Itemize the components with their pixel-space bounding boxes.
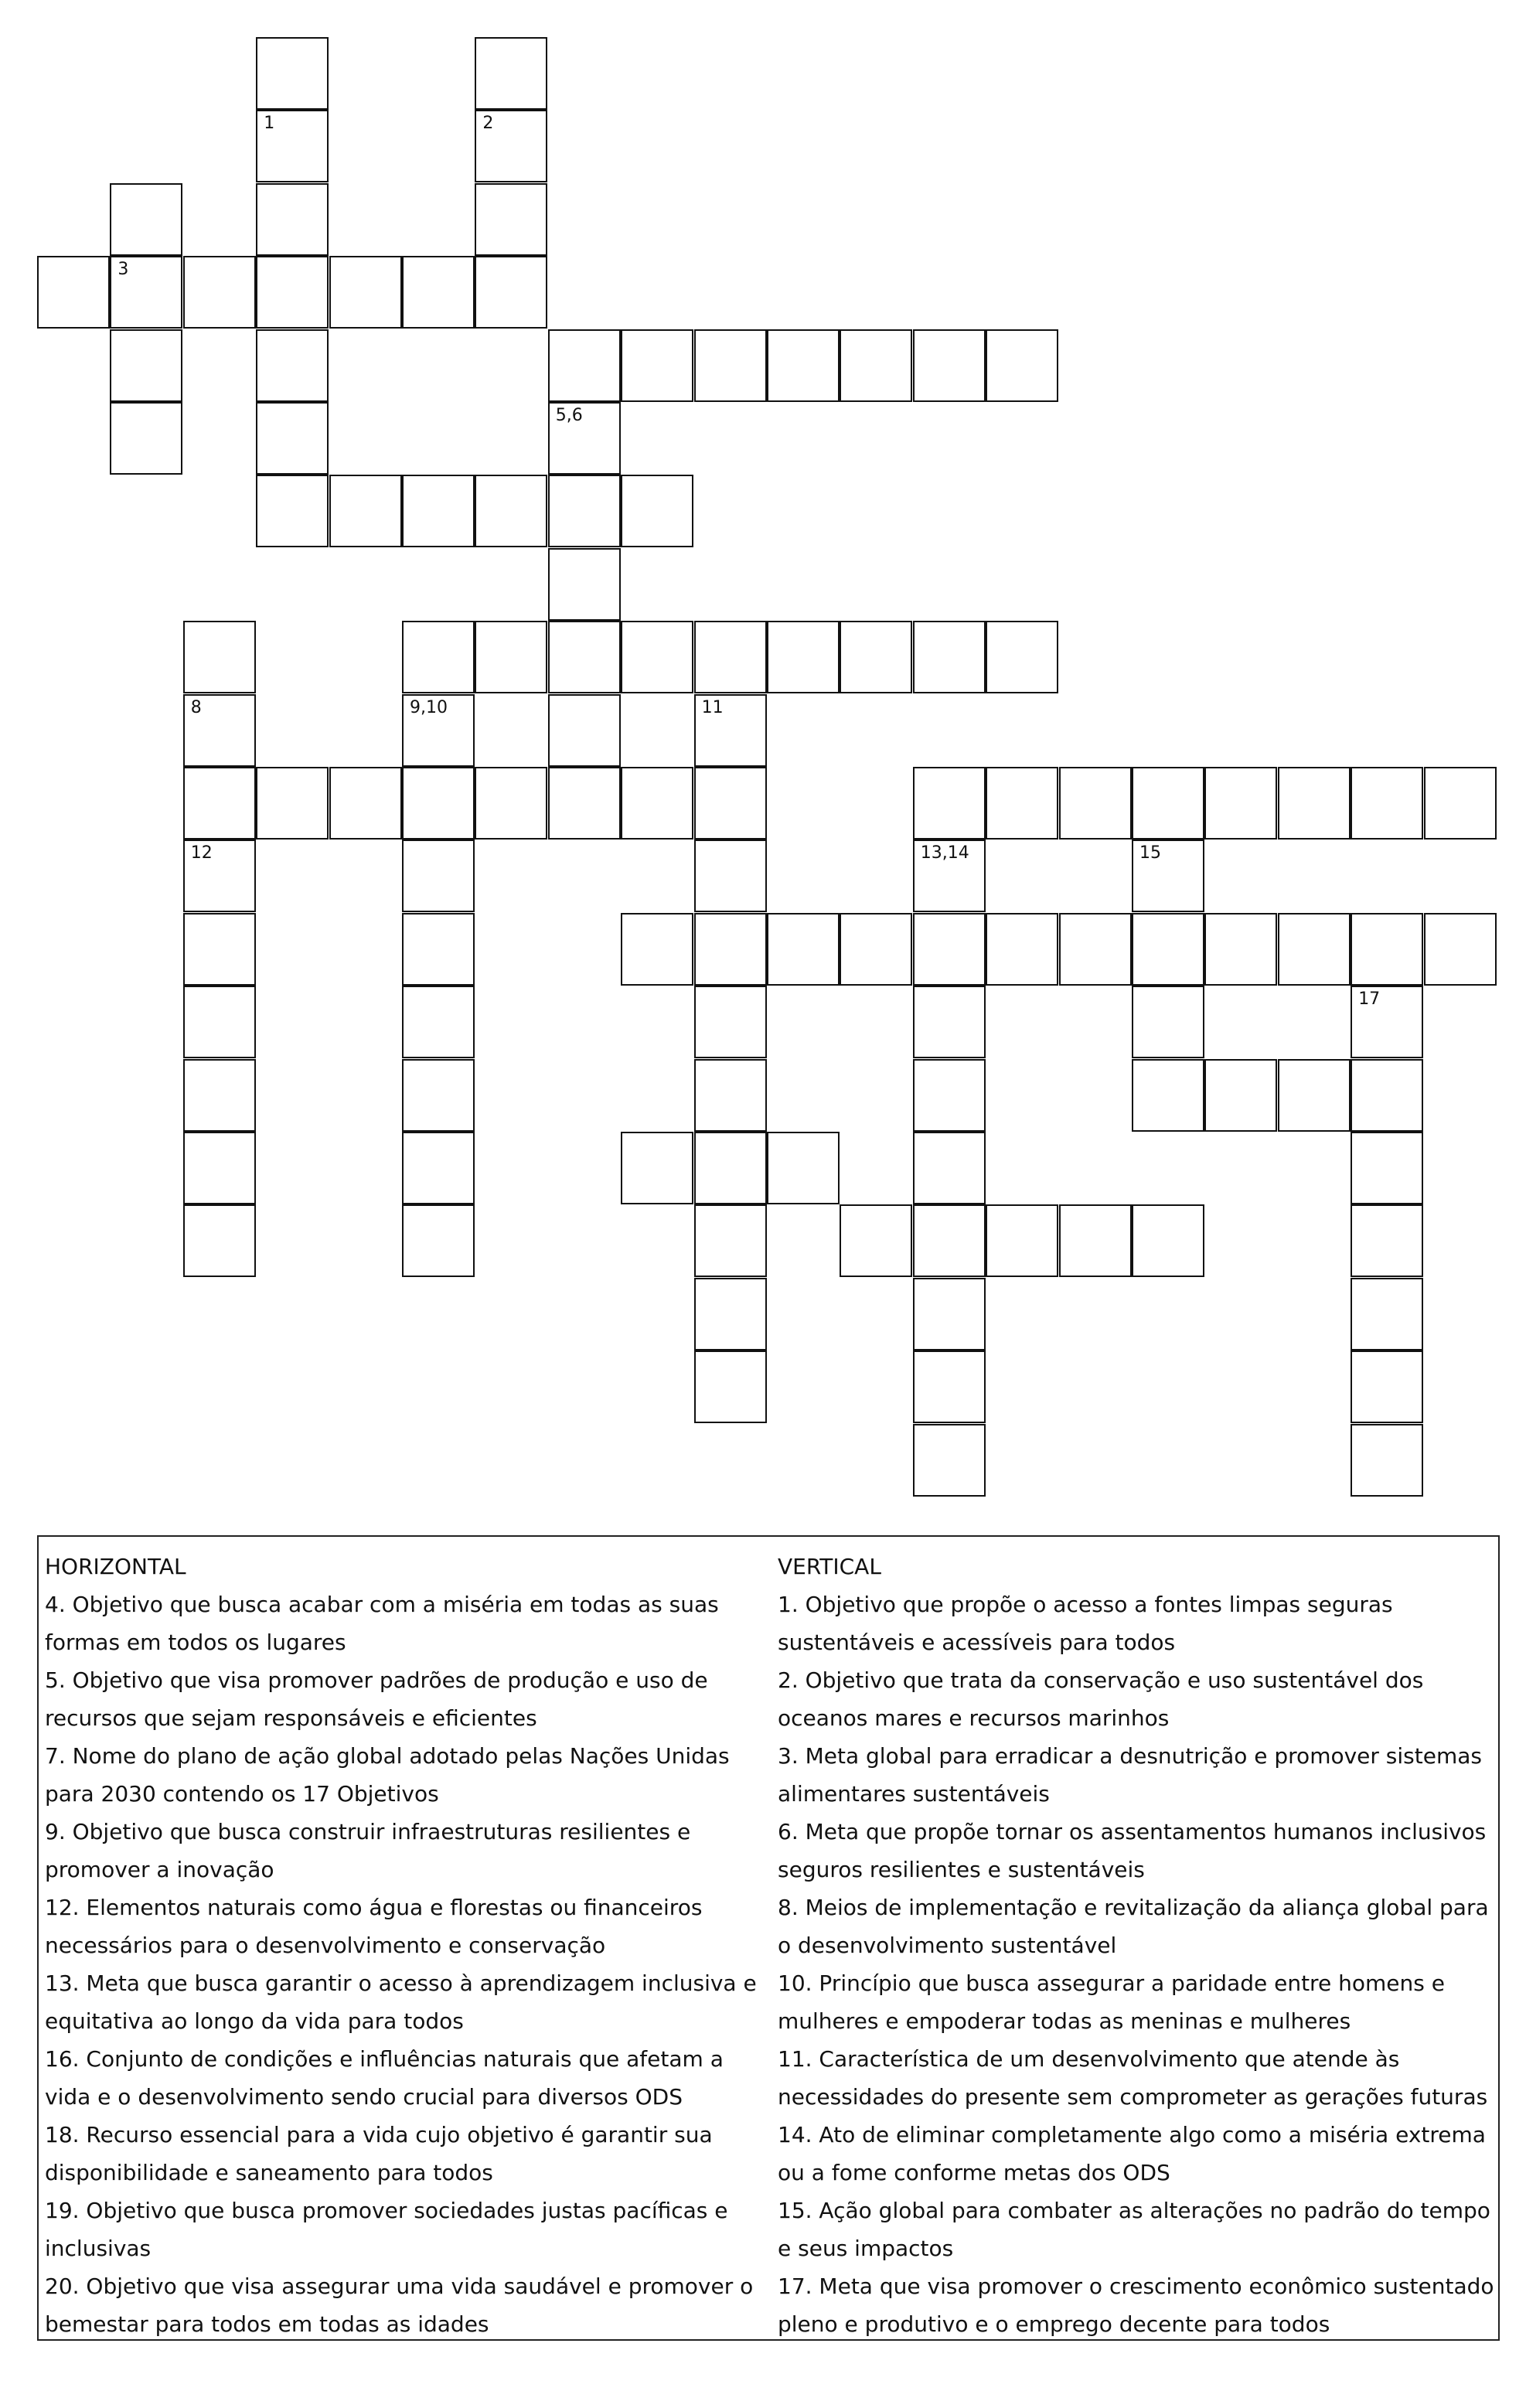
- grid-cell[interactable]: [694, 913, 767, 986]
- grid-cell[interactable]: [621, 1132, 693, 1204]
- grid-cell[interactable]: [110, 183, 182, 256]
- grid-cell[interactable]: [767, 1132, 840, 1204]
- grid-cell[interactable]: [986, 621, 1058, 693]
- grid-cell[interactable]: [402, 840, 475, 912]
- grid-cell[interactable]: [1132, 1204, 1204, 1277]
- grid-cell[interactable]: [402, 1132, 475, 1204]
- grid-cell[interactable]: [913, 1059, 986, 1132]
- grid-cell[interactable]: [183, 694, 256, 767]
- grid-cell[interactable]: [475, 475, 547, 547]
- clue-number: 13,14: [920, 843, 969, 863]
- grid-cell[interactable]: [1351, 1132, 1423, 1204]
- grid-cell[interactable]: [475, 183, 547, 256]
- clue-across: 19. Objetivo que busca promover sociedades justas pacíficas e inclusivas: [45, 2198, 728, 2261]
- grid-cell[interactable]: [475, 110, 547, 182]
- grid-cell[interactable]: [1351, 767, 1423, 840]
- clue-number: 2: [482, 114, 494, 134]
- grid-cell[interactable]: [256, 110, 329, 182]
- clue-number: 15: [1139, 843, 1161, 863]
- grid-cell[interactable]: [694, 1204, 767, 1277]
- grid-cell[interactable]: [110, 329, 182, 402]
- grid-cell[interactable]: [183, 1059, 256, 1132]
- grid-cell[interactable]: [840, 621, 912, 693]
- grid-cell[interactable]: [110, 402, 182, 475]
- grid-cell[interactable]: [402, 767, 475, 840]
- grid-cell[interactable]: [1059, 913, 1132, 986]
- clue-across: 4. Objetivo que busca acabar com a miséria em todas as suas formas em todos os lugares: [45, 1592, 719, 1655]
- grid-cell[interactable]: [913, 1278, 986, 1350]
- grid-cell[interactable]: [256, 475, 329, 547]
- grid-cell[interactable]: [1059, 767, 1132, 840]
- horizontal-heading: HORIZONTAL: [45, 1554, 186, 1579]
- grid-cell[interactable]: [1424, 767, 1497, 840]
- grid-cell[interactable]: [913, 329, 986, 402]
- grid-cell[interactable]: [840, 1204, 912, 1277]
- grid-cell[interactable]: [1351, 1278, 1423, 1350]
- grid-cell[interactable]: [548, 329, 621, 402]
- grid-cell[interactable]: [402, 621, 475, 693]
- grid-cell[interactable]: [548, 767, 621, 840]
- grid-cell[interactable]: [183, 256, 256, 329]
- clue-down: 10. Princípio que busca assegurar a paridade entre homens e mulheres e empoderar todas as meninas e mulheres: [778, 1970, 1445, 2034]
- grid-cell[interactable]: [1132, 840, 1204, 912]
- clue-down: 15. Ação global para combater as alterações no padrão do tempo e seus impactos: [778, 2198, 1490, 2261]
- grid-cell[interactable]: [402, 1204, 475, 1277]
- grid-cell[interactable]: [110, 256, 182, 329]
- grid-cell[interactable]: [1204, 1059, 1277, 1132]
- clue-down: 11. Característica de um desenvolvimento que atende às necessidades do presente sem comprometer as gerações futuras: [778, 2046, 1488, 2110]
- grid-cell[interactable]: [548, 548, 621, 621]
- clue-across: 20. Objetivo que visa assegurar uma vida saudável e promover o bemestar para todos em todas as idades: [45, 2273, 754, 2337]
- clue-down: 14. Ato de eliminar completamente algo como a miséria extrema ou a fome conforme metas dos ODS: [778, 2122, 1486, 2185]
- vertical-heading: VERTICAL: [778, 1554, 881, 1579]
- grid-cell[interactable]: [37, 256, 110, 329]
- grid-cell[interactable]: [329, 767, 402, 840]
- clue-number: 5,6: [555, 406, 583, 425]
- grid-cell[interactable]: [621, 767, 693, 840]
- grid-cell[interactable]: [183, 767, 256, 840]
- grid-cell[interactable]: [256, 767, 329, 840]
- grid-cell[interactable]: [694, 1132, 767, 1204]
- grid-cell[interactable]: [1278, 913, 1351, 986]
- clue-across: 7. Nome do plano de ação global adotado pelas Nações Unidas para 2030 contendo os 17 Objetivos: [45, 1743, 730, 1807]
- grid-cell[interactable]: [694, 840, 767, 912]
- grid-cell[interactable]: [475, 767, 547, 840]
- grid-cell[interactable]: [1132, 1059, 1204, 1132]
- clue-down: 1. Objetivo que propõe o acesso a fontes limpas seguras sustentáveis e acessíveis para todos: [778, 1592, 1393, 1655]
- grid-cell[interactable]: [840, 913, 912, 986]
- grid-cell[interactable]: [621, 913, 693, 986]
- grid-cell[interactable]: [694, 1059, 767, 1132]
- grid-cell[interactable]: [402, 694, 475, 767]
- clue-across: 12. Elementos naturais como água e florestas ou financeiros necessários para o desenvolvimento e conservação: [45, 1895, 703, 1958]
- grid-cell[interactable]: [548, 402, 621, 475]
- grid-cell[interactable]: [475, 621, 547, 693]
- grid-cell[interactable]: [548, 621, 621, 693]
- grid-cell[interactable]: [256, 256, 329, 329]
- grid-cell[interactable]: [475, 37, 547, 110]
- clue-across: 5. Objetivo que visa promover padrões de produção e uso de recursos que sejam responsáveis e eficientes: [45, 1667, 708, 1731]
- grid-cell[interactable]: [402, 986, 475, 1058]
- clue-number: 12: [190, 843, 213, 863]
- grid-cell[interactable]: [986, 913, 1058, 986]
- grid-cell[interactable]: [913, 840, 986, 912]
- grid-cell[interactable]: [767, 913, 840, 986]
- clue-across: 16. Conjunto de condições e influências naturais que afetam a vida e o desenvolvimento sendo crucial para diversos ODS: [45, 2046, 724, 2110]
- grid-cell[interactable]: [1424, 913, 1497, 986]
- grid-cell[interactable]: [183, 840, 256, 912]
- grid-cell[interactable]: [183, 1204, 256, 1277]
- grid-cell[interactable]: [1351, 1059, 1423, 1132]
- grid-cell[interactable]: [1351, 1424, 1423, 1497]
- grid-cell[interactable]: [1278, 767, 1351, 840]
- grid-cell[interactable]: [183, 621, 256, 693]
- clue-number: 17: [1358, 989, 1381, 1010]
- grid-cell[interactable]: [548, 694, 621, 767]
- grid-cell[interactable]: [913, 1204, 986, 1277]
- grid-cell[interactable]: [183, 913, 256, 986]
- clue-down: 8. Meios de implementação e revitalização da aliança global para o desenvolvimento sustentável: [778, 1895, 1489, 1958]
- grid-cell[interactable]: [986, 329, 1058, 402]
- grid-cell[interactable]: [1351, 1204, 1423, 1277]
- clue-number: 8: [190, 697, 202, 717]
- vertical-clues: [778, 1548, 1495, 2343]
- grid-cell[interactable]: [1204, 767, 1277, 840]
- grid-cell[interactable]: [1132, 767, 1204, 840]
- grid-cell[interactable]: [183, 1132, 256, 1204]
- grid-cell[interactable]: [913, 621, 986, 693]
- grid-cell[interactable]: [402, 1059, 475, 1132]
- clue-number: 9,10: [410, 697, 448, 717]
- grid-cell[interactable]: [256, 402, 329, 475]
- clue-number: 11: [701, 697, 724, 717]
- grid-cell[interactable]: [621, 329, 693, 402]
- grid-cell[interactable]: [913, 913, 986, 986]
- grid-cell[interactable]: [694, 1278, 767, 1350]
- grid-cell[interactable]: [256, 183, 329, 256]
- grid-cell[interactable]: [1059, 1204, 1132, 1277]
- clue-number: 3: [118, 260, 129, 280]
- grid-cell[interactable]: [694, 986, 767, 1058]
- grid-cell[interactable]: [986, 767, 1058, 840]
- clue-down: 6. Meta que propõe tornar os assentamentos humanos inclusivos seguros resilientes e sustentáveis: [778, 1819, 1487, 1882]
- grid-cell[interactable]: [1132, 913, 1204, 986]
- grid-cell[interactable]: [402, 256, 475, 329]
- grid-cell[interactable]: [329, 475, 402, 547]
- grid-cell[interactable]: [621, 475, 693, 547]
- grid-cell[interactable]: [1204, 913, 1277, 986]
- horizontal-clues: [45, 1548, 775, 2343]
- clue-across: 18. Recurso essencial para a vida cujo objetivo é garantir sua disponibilidade e saneamento para todos: [45, 2122, 713, 2185]
- grid-cell[interactable]: [694, 329, 767, 402]
- grid-cell[interactable]: [329, 256, 402, 329]
- clue-down: 17. Meta que visa promover o crescimento econômico sustentado pleno e produtivo e o emprego decente para todos: [778, 2273, 1494, 2337]
- clue-across: 13. Meta que busca garantir o acesso à aprendizagem inclusiva e equitativa ao longo da vida para todos: [45, 1970, 757, 2034]
- grid-cell[interactable]: [986, 1204, 1058, 1277]
- grid-cell[interactable]: [1351, 1350, 1423, 1423]
- clue-number: 1: [264, 114, 275, 134]
- clue-across: 9. Objetivo que busca construir infraestruturas resilientes e promover a inovação: [45, 1819, 691, 1882]
- grid-cell[interactable]: [840, 329, 912, 402]
- grid-cell[interactable]: [621, 621, 693, 693]
- grid-cell[interactable]: [913, 1350, 986, 1423]
- grid-cell[interactable]: [1351, 986, 1423, 1058]
- grid-cell[interactable]: [402, 913, 475, 986]
- grid-cell[interactable]: [402, 475, 475, 547]
- grid-cell[interactable]: [694, 694, 767, 767]
- grid-cell[interactable]: [694, 767, 767, 840]
- grid-cell[interactable]: [694, 1350, 767, 1423]
- grid-cell[interactable]: [913, 986, 986, 1058]
- grid-cell[interactable]: [767, 621, 840, 693]
- clue-down: 2. Objetivo que trata da conservação e uso sustentável dos oceanos mares e recursos marinhos: [778, 1667, 1424, 1731]
- grid-cell[interactable]: [183, 986, 256, 1058]
- grid-cell[interactable]: [256, 329, 329, 402]
- grid-cell[interactable]: [548, 475, 621, 547]
- grid-cell[interactable]: [1278, 1059, 1351, 1132]
- grid-cell[interactable]: [1351, 913, 1423, 986]
- grid-cell[interactable]: [913, 1132, 986, 1204]
- grid-cell[interactable]: [767, 329, 840, 402]
- grid-cell[interactable]: [913, 767, 986, 840]
- grid-cell[interactable]: [475, 256, 547, 329]
- clues-box: [37, 1535, 1500, 2341]
- grid-cell[interactable]: [1132, 986, 1204, 1058]
- clue-down: 3. Meta global para erradicar a desnutrição e promover sistemas alimentares sustentáveis: [778, 1743, 1482, 1807]
- grid-cell[interactable]: [913, 1424, 986, 1497]
- grid-cell[interactable]: [694, 621, 767, 693]
- grid-cell[interactable]: [256, 37, 329, 110]
